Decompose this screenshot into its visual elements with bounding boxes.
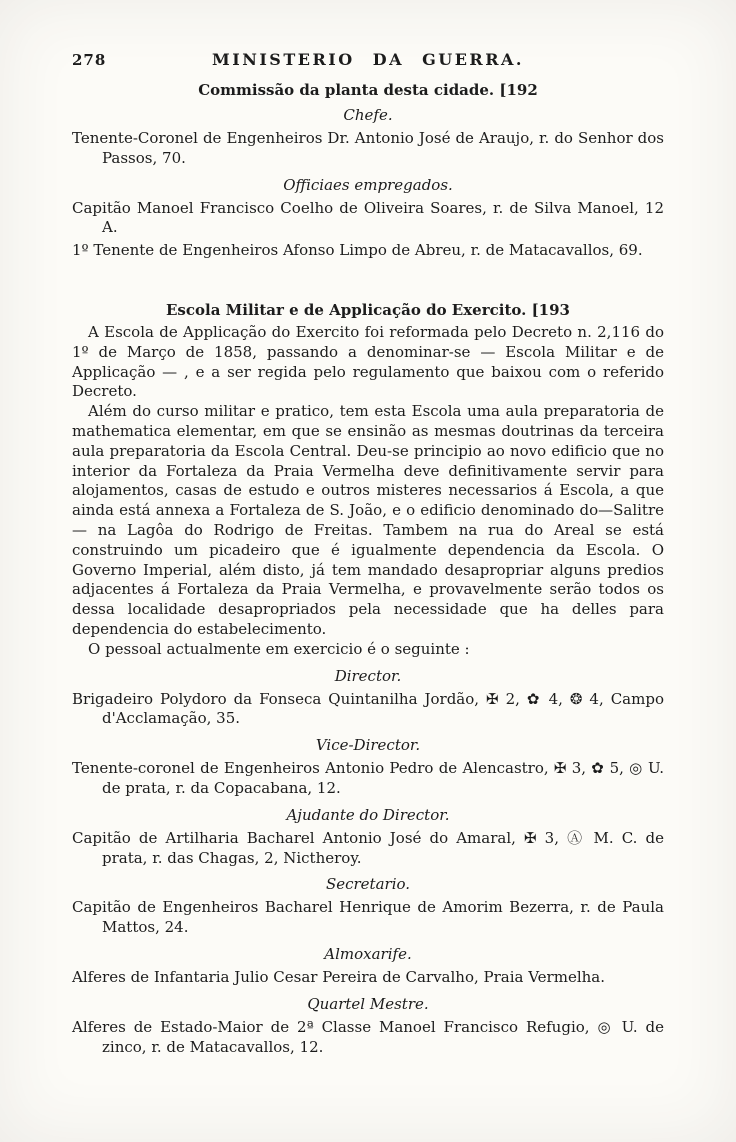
- entry-officiaes-1: Capitão Manoel Francisco Coelho de Oliveira Soares, r. de Silva Manoel, 12 A.: [72, 198, 664, 237]
- paragraph-descricao: Além do curso militar e pratico, tem esta Escola uma aula preparatoria de mathematica elementar, em que se ensinão as mesmas doutrinas da terceira aula preparatoria da Escola Central. Deu-se principio ao novo edificio que no interior da Fortaleza da Praia Vermelha deve definitivamente servir para alojamentos, casas de estudo e outros misteres necessarios á Escola, a que ainda está annexa a Fortaleza de S. João, e o edificio denominado do—Salitre— na Lagôa do Rodrigo de Freitas. Tambem na rua do Areal se está construindo um picadeiro que é igualmente dependencia da Escola. O Governo Imperial, além disto, já tem mandado desapropriar alguns predios adjacentes á Fortaleza da Praia Vermelha, e provavelmente serão todos os dessa localidade desapropriados pela necessidade que ha delles para dependencia do estabelecimento.: [72, 402, 664, 638]
- entry-quartel-mestre: Alferes de Estado-Maior de 2ª Classe Manoel Francisco Refugio, ◎ U. de zinco, r. de Matacavallos, 12.: [72, 1017, 664, 1056]
- paragraph-pessoal: O pessoal actualmente em exercicio é o seguinte :: [88, 639, 470, 658]
- subheading-ajudante: Ajudante do Director.: [286, 805, 450, 824]
- subheading-almoxarife: Almoxarife.: [324, 944, 412, 963]
- entry-ajudante: Capitão de Artilharia Bacharel Antonio José do Amaral, ✠ 3, Ⓐ M. C. de prata, r. das Chagas, 2, Nictheroy.: [72, 828, 664, 867]
- entry-secretario: Capitão de Engenheiros Bacharel Henrique de Amorim Bezerra, r. de Paula Mattos, 24.: [72, 898, 664, 937]
- paragraph-decreto: A Escola de Applicação do Exercito foi reformada pelo Decreto n. 2,116 do 1º de Março de 1858, passando a denominar-se — Escola Militar e de Applicação — , e a ser regida pelo regulamento que baixou com o referido Decreto.: [72, 322, 664, 401]
- subheading-chefe: Chefe.: [343, 106, 393, 124]
- section-escola: [72, 301, 664, 1057]
- entry-vice-director: Tenente-coronel de Engenheiros Antonio Pedro de Alencastro, ✠ 3, ✿ 5, ◎ U. de prata, r. da Copacabana, 12.: [72, 759, 664, 797]
- entry-director: Brigadeiro Polydoro da Fonseca Quintanilha Jordão, ✠ 2, ✿ 4, ❂ 4, Campo d'Acclamação, 35.: [72, 689, 664, 728]
- subheading-vice-director: Vice-Director.: [315, 736, 421, 755]
- entry-officiaes-2: 1º Tenente de Engenheiros Afonso Limpo de Abreu, r. de Matacavallos, 69.: [72, 241, 643, 260]
- subheading-director: Director.: [334, 666, 402, 685]
- entry-chefe: Tenente-Coronel de Engenheiros Dr. Antonio José de Araujo, r. do Senhor dos Passos, 70.: [72, 129, 664, 167]
- section-title-commission: Commissão da planta desta cidade. [192: [198, 81, 538, 99]
- subheading-secretario: Secretario.: [325, 875, 411, 894]
- subheading-officiaes: Officiaes empregados.: [283, 175, 453, 194]
- section-title-escola: Escola Militar e de Applicação do Exercito. [193: [166, 300, 570, 319]
- entry-almoxarife: Alferes de Infantaria Julio Cesar Pereira de Carvalho, Praia Vermelha.: [72, 967, 605, 986]
- page-number: 278: [72, 51, 107, 69]
- page-header: [72, 50, 664, 69]
- section-commission: [72, 81, 664, 261]
- subheading-quartel-mestre: Quartel Mestre.: [307, 994, 429, 1013]
- running-title: MINISTERIO DA GUERRA.: [212, 50, 524, 69]
